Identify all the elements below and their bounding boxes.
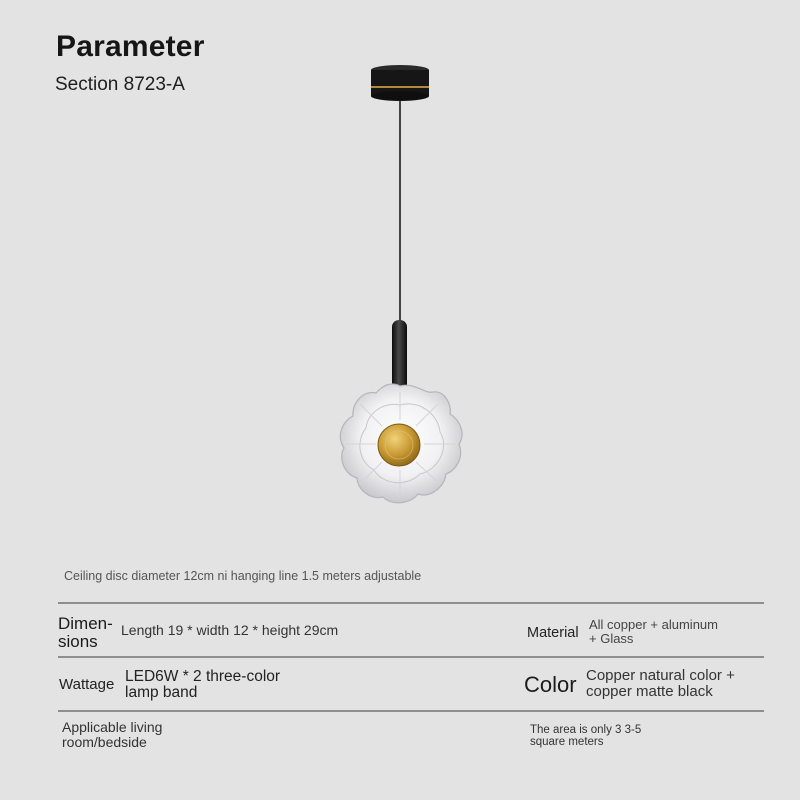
table-divider — [58, 602, 764, 604]
material-label: Material — [527, 625, 579, 641]
brass-center-disc — [378, 424, 420, 466]
page-subtitle: Section 8723-A — [55, 74, 185, 95]
table-divider — [58, 710, 764, 712]
color-label: Color — [524, 672, 577, 697]
color-value: Copper natural color + copper matte black — [586, 667, 735, 700]
dimensions-label: Dimen- sions — [58, 614, 113, 651]
dimensions-value: Length 19 * width 12 * height 29cm — [121, 622, 339, 638]
page-title: Parameter — [56, 30, 205, 63]
applicable-space: Applicable living room/bedside — [62, 719, 163, 750]
wattage-label: Wattage — [59, 676, 115, 693]
pendant-lamp-icon — [320, 60, 480, 520]
area-note: The area is only 3 3-5 square meters — [530, 724, 642, 749]
ceiling-canopy — [371, 65, 429, 101]
material-value: All copper + aluminum + Glass — [589, 617, 718, 646]
table-divider — [58, 656, 764, 658]
ceiling-disc-note: Ceiling disc diameter 12cm ni hanging line 1.5 meters adjustable — [64, 569, 422, 583]
wattage-value: LED6W * 2 three-color lamp band — [125, 668, 281, 702]
